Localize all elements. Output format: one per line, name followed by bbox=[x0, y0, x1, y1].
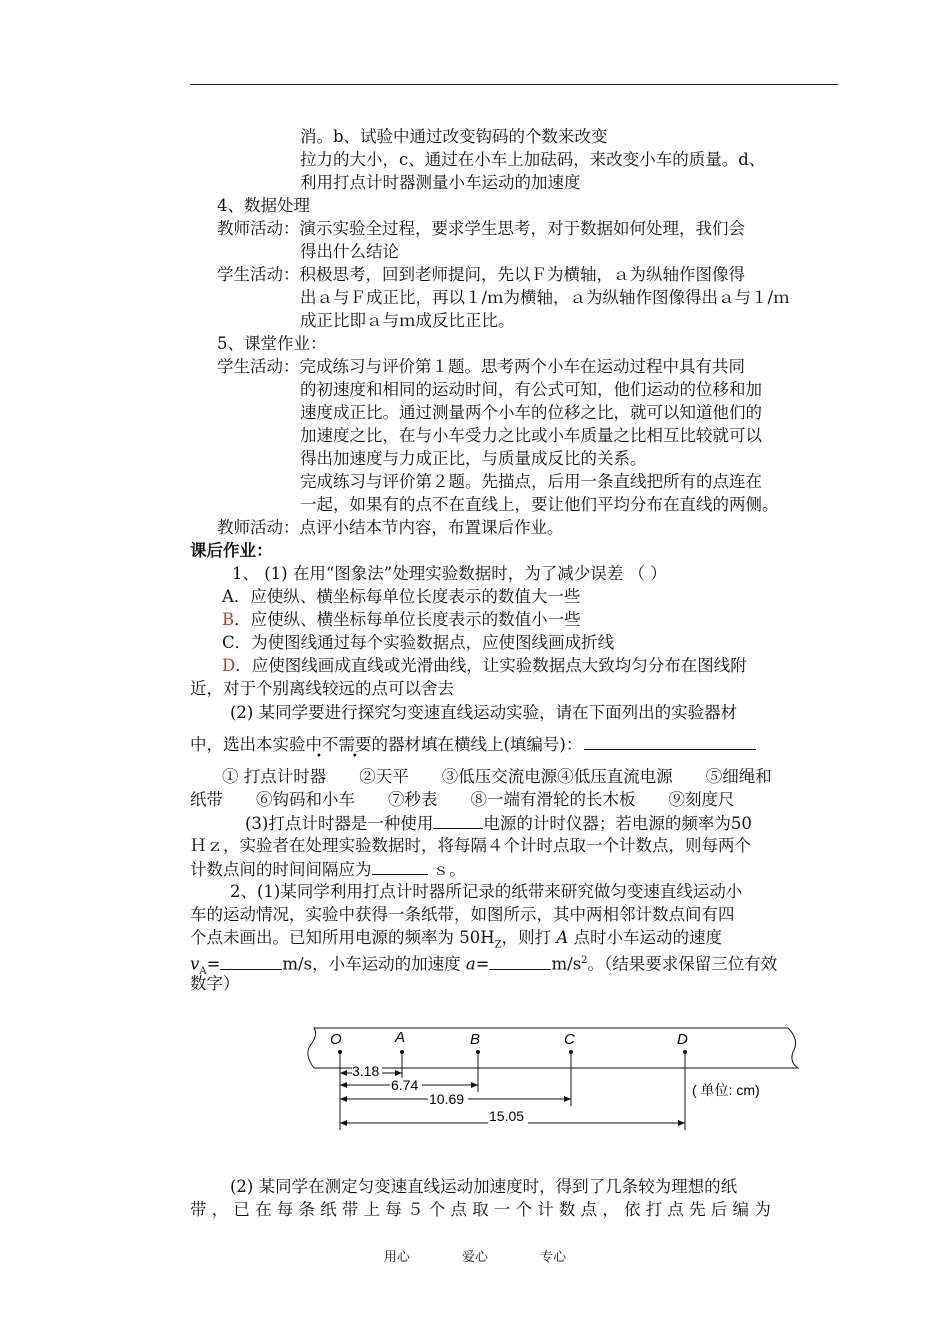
question-3-cont: 计数点间的时间间隔应为 ｓ。 bbox=[190, 860, 466, 879]
problem-2-cont: 数字） bbox=[190, 974, 240, 993]
answer-blank[interactable] bbox=[433, 812, 483, 829]
text-line: 学生活动：积极思考，回到老师提问，先以Ｆ为横轴，ａ为纵轴作图像得 bbox=[217, 265, 745, 284]
equipment-list: ① 打点计时器 ②天平 ③低压交流电源④低压直流电源 ⑤细绳和 bbox=[222, 767, 772, 786]
question-4: (2) 某同学在测定匀变速直线运动加速度时，得到了几条较为理想的纸 bbox=[230, 1177, 738, 1196]
option-c: C．为使图线通过每个实验数据点，应使图线画成折线 bbox=[222, 633, 615, 652]
question-4-cont: 带，已在每条纸带上每５个点取一个计数点，依打点先后编为 bbox=[190, 1200, 776, 1219]
text-line: 拉力的大小，c、通过在小车上加砝码，来改变小车的质量。d、 bbox=[300, 150, 766, 169]
footer-item: 爱心 bbox=[461, 1250, 488, 1265]
text-line: 学生活动：完成练习与评价第１题。思考两个小车在运动过程中具有共同 bbox=[217, 357, 745, 376]
problem-2-cont: 个点未画出。已知所用电源的频率为 $50H_Z$，则打 A 点时小车运动的速度 bbox=[190, 928, 723, 951]
velocity-blank[interactable] bbox=[220, 953, 282, 970]
question-3-cont: Ｈｚ，实验者在处理实验数据时，将每隔４个计时点取一个计数点，则每两个 bbox=[190, 836, 751, 855]
label-a: A bbox=[395, 1029, 406, 1046]
header-rule bbox=[190, 84, 838, 85]
answer-blank[interactable] bbox=[584, 733, 756, 750]
unit-label: ( 单位: cm) bbox=[692, 1082, 760, 1098]
equipment-list-cont: 纸带 ⑥钩码和小车 ⑦秒表 ⑧一端有滑轮的长木板 ⑨刻度尺 bbox=[190, 790, 735, 809]
tape-points bbox=[338, 1050, 687, 1054]
emphasis-dots: • • bbox=[316, 751, 358, 762]
option-b: B．应使纵、横坐标每单位长度表示的数值小一些 bbox=[222, 610, 581, 629]
text-line: 利用打点计时器测量小车运动的加速度 bbox=[300, 173, 581, 192]
text-line: 完成练习与评价第２题。先描点，后用一条直线把所有的点连在 bbox=[300, 472, 762, 491]
distance-oa: 3.18 bbox=[352, 1063, 380, 1079]
distance-ob: 6.74 bbox=[391, 1077, 419, 1093]
distance-oc: 10.69 bbox=[429, 1091, 465, 1107]
option-d: D．应使图线画成直线或光滑曲线，让实验数据点大致均匀分布在图线附 bbox=[222, 656, 747, 675]
paper-tape-diagram bbox=[300, 1020, 810, 1140]
question-3: (3)打点计时器是一种使用 电源的计时仪器；若电源的频率为50 bbox=[245, 814, 752, 833]
text-line: 成正比即ａ与ｍ成反比正比。 bbox=[300, 311, 515, 330]
text-line: 教师活动：点评小结本节内容，布置课后作业。 bbox=[217, 518, 564, 537]
text-line: 加速度之比，在与小车受力之比或小车质量之比相互比较就可以 bbox=[300, 426, 762, 445]
distance-od: 15.05 bbox=[489, 1108, 525, 1124]
question-1: 1、 (1) 在用“图象法”处理实验数据时，为了减少误差 （ ） bbox=[232, 564, 667, 583]
label-c: C bbox=[564, 1031, 575, 1048]
text-line: 消。b、试验中通过改变钩码的个数来改变 bbox=[300, 127, 608, 146]
problem-2: 2、(1)某同学利用打点计时器所记录的纸带来研究做匀变速直线运动小 bbox=[230, 882, 743, 901]
page-footer bbox=[0, 1246, 950, 1265]
text-line: 得出加速度与力成正比，与质量成反比的关系。 bbox=[300, 449, 647, 468]
label-d: D bbox=[677, 1031, 688, 1048]
paper-tape bbox=[308, 1028, 798, 1068]
option-a: A．应使纵、横坐标每单位长度表示的数值大一些 bbox=[222, 587, 581, 606]
label-b: B bbox=[470, 1031, 481, 1048]
question-2: (2) 某同学要进行探究匀变速直线运动实验，请在下面列出的实验器材 bbox=[230, 703, 738, 722]
answer-blank[interactable] bbox=[372, 858, 428, 875]
text-line: 速度成正比。通过测量两个小车的位移之比，就可以知道他们的 bbox=[300, 403, 762, 422]
footer-item: 用心 bbox=[383, 1250, 410, 1265]
text-line: 的初速度和相同的运动时间，有公式可知，他们运动的位移和加 bbox=[300, 380, 762, 399]
text-line: 出ａ与Ｆ成正比，再以１/ｍ为横轴，ａ为纵轴作图像得出ａ与１/ｍ bbox=[300, 288, 790, 307]
problem-2-cont: 车的运动情况，实验中获得一条纸带，如图所示，其中两相邻计数点间有四 bbox=[190, 905, 735, 924]
section-heading: 4、数据处理 bbox=[217, 196, 310, 215]
acceleration-blank[interactable] bbox=[489, 953, 551, 970]
label-o: O bbox=[330, 1031, 342, 1048]
text-line: 得出什么结论 bbox=[300, 242, 399, 261]
problem-2-cont: $v_A= m/s$，小车运动的加速度 $a= m/s^2$。（结果要求保留三位有效 bbox=[190, 954, 778, 977]
question-2-cont: 中，选出本实验中不需要的器材填在横线上(填编号)： bbox=[190, 733, 756, 756]
option-d-cont: 近，对于个别离线较远的点可以舍去 bbox=[190, 679, 454, 698]
text-line: 一起，如果有的点不在直线上，要让他们平均分布在直线的两侧。 bbox=[300, 495, 779, 514]
section-heading: 5、课堂作业： bbox=[217, 334, 327, 353]
footer-item: 专心 bbox=[540, 1250, 567, 1265]
text-line: 教师活动：演示实验全过程，要求学生思考，对于数据如何处理，我们会 bbox=[217, 219, 745, 238]
homework-heading: 课后作业： bbox=[190, 541, 273, 560]
